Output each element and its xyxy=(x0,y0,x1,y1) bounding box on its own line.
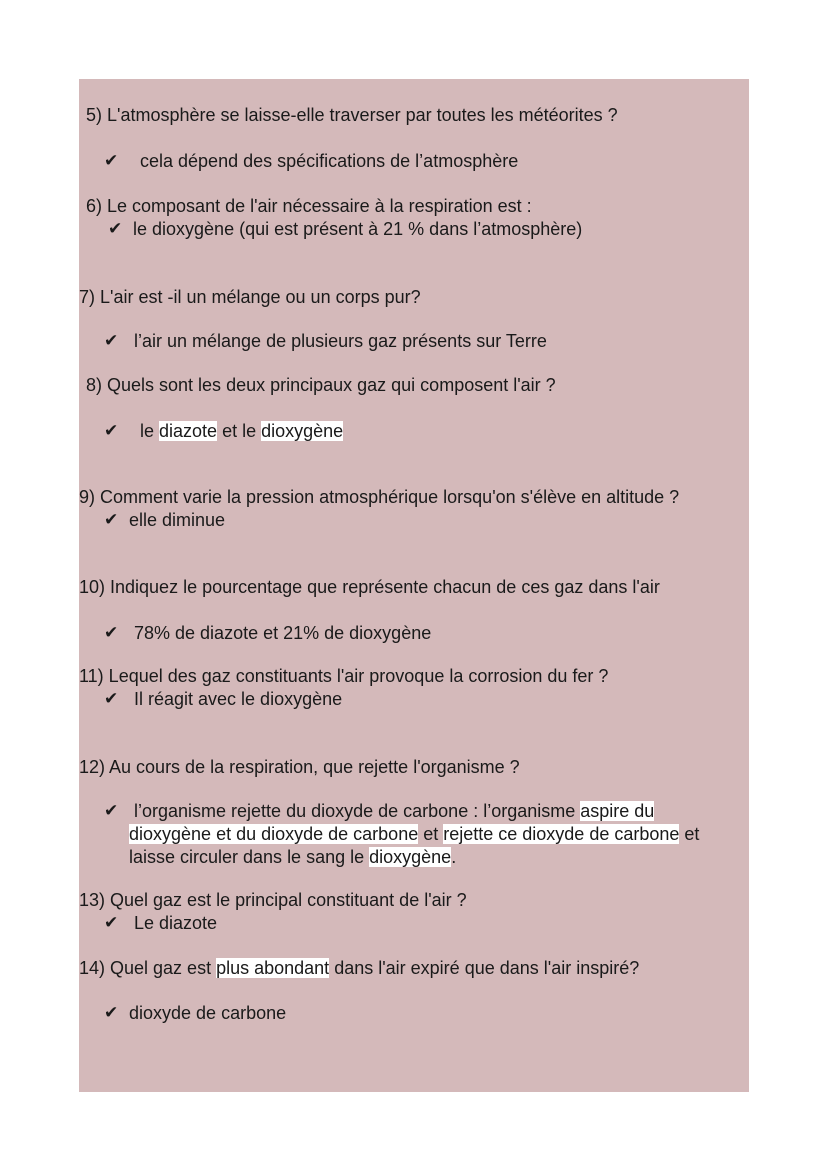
highlight: dioxygène xyxy=(369,847,452,867)
question-6: 6) Le composant de l'air nécessaire à la respiration est : xyxy=(86,196,532,216)
checkmark-icon: ✔ xyxy=(104,689,119,708)
checkmark-icon: ✔ xyxy=(108,219,123,238)
checkmark-icon: ✔ xyxy=(104,510,119,529)
answer-6: le dioxygène (qui est présent à 21 % dans l’atmosphère) xyxy=(133,219,583,239)
answer-12-text: . xyxy=(451,847,457,867)
answer-8 xyxy=(140,420,343,442)
highlight: plus abondant xyxy=(216,958,330,978)
question-14-text: 14) Quel gaz est xyxy=(79,958,217,978)
answer-12-line-3 xyxy=(129,846,456,868)
question-5: 5) L'atmosphère se laisse-elle traverser par toutes les météorites ? xyxy=(86,105,618,125)
question-12: 12) Au cours de la respiration, que rejette l'organisme ? xyxy=(79,757,520,777)
checkmark-icon: ✔ xyxy=(104,151,119,170)
highlight: dioxygène et du dioxyde de carbone xyxy=(129,824,419,844)
checkmark-icon: ✔ xyxy=(104,623,119,642)
answer-9: elle diminue xyxy=(129,510,226,530)
question-10: 10) Indiquez le pourcentage que représente chacun de ces gaz dans l'air xyxy=(79,577,660,597)
answer-12-line-2 xyxy=(129,823,699,845)
question-8: 8) Quels sont les deux principaux gaz qui composent l'air ? xyxy=(86,375,556,395)
question-7: 7) L'air est -il un mélange ou un corps pur? xyxy=(79,287,421,307)
checkmark-icon: ✔ xyxy=(104,801,119,820)
answer-10: 78% de diazote et 21% de dioxygène xyxy=(134,623,432,643)
question-9: 9) Comment varie la pression atmosphérique lorsqu'on s'élève en altitude ? xyxy=(79,487,680,507)
question-14-text: dans l'air expiré que dans l'air inspiré? xyxy=(329,958,640,978)
checkmark-icon: ✔ xyxy=(104,421,119,440)
answer-11: Il réagit avec le dioxygène xyxy=(134,689,343,709)
checkmark-icon: ✔ xyxy=(104,331,119,350)
highlight: dioxygène xyxy=(261,421,344,441)
answer-7: l’air un mélange de plusieurs gaz présents sur Terre xyxy=(134,331,547,351)
question-11: 11) Lequel des gaz constituants l'air provoque la corrosion du fer ? xyxy=(79,666,609,686)
highlight: diazote xyxy=(159,421,218,441)
answer-13: Le diazote xyxy=(134,913,218,933)
answer-8-text: le xyxy=(140,421,160,441)
highlight: aspire du xyxy=(580,801,655,821)
checkmark-icon: ✔ xyxy=(104,913,119,932)
answer-12-line-1 xyxy=(134,800,654,822)
answer-12-text: laisse circuler dans le sang le xyxy=(129,847,370,867)
checkmark-icon: ✔ xyxy=(104,1003,119,1022)
highlight: rejette ce dioxyde de carbone xyxy=(443,824,680,844)
answer-12-text: et xyxy=(418,824,444,844)
answer-8-text: et le xyxy=(217,421,262,441)
answer-12-text: l’organisme rejette du dioxyde de carbone : l’organisme xyxy=(134,801,581,821)
answer-12-text: et xyxy=(679,824,700,844)
answer-14: dioxyde de carbone xyxy=(129,1003,287,1023)
question-14 xyxy=(79,957,639,979)
question-13: 13) Quel gaz est le principal constituant de l'air ? xyxy=(79,890,467,910)
answer-5: cela dépend des spécifications de l’atmosphère xyxy=(140,151,519,171)
